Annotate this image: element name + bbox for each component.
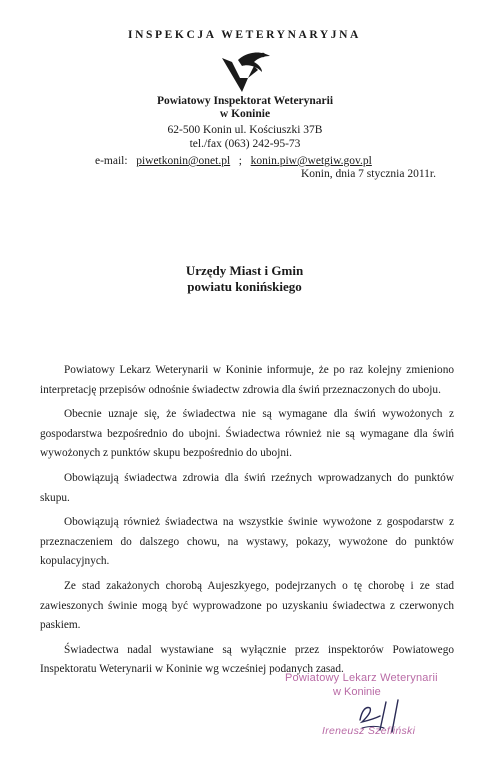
addressee bbox=[0, 263, 489, 295]
organization-title: INSPEKCJA WETERYNARYJNA bbox=[128, 29, 361, 41]
stamp-location: w Koninie bbox=[333, 686, 381, 698]
body-paragraph: Obowiązują świadectwa zdrowia dla świń rzeźnych wprowadzanych do punktów skupu. bbox=[40, 471, 454, 504]
office-name-line1: Powiatowy Inspektorat Weterynarii bbox=[156, 95, 334, 107]
email-link-wetgiw[interactable]: konin.piw@wetgiw.gov.pl bbox=[250, 155, 372, 167]
office-name-line2: w Koninie bbox=[219, 108, 271, 120]
letter-body bbox=[40, 361, 454, 685]
email-separator: ; bbox=[238, 155, 242, 167]
body-paragraph: Obowiązują również świadectwa na wszystkie świnie wywożone z gospodarstw z przeznaczeniem do dalszego chowu, na wystawy, pokazy, wywożone do punktów kopulacyjnych. bbox=[40, 516, 454, 568]
addressee-line1: Urzędy Miast i Gmin bbox=[185, 263, 304, 278]
stamp-name: Ireneusz Szefliński bbox=[322, 725, 416, 737]
body-paragraph: Powiatowy Lekarz Weterynarii w Koninie informuje, że po raz kolejny zmieniono interpretację przepisów odnośnie świadectw zdrowia dla świń przeznaczonych do uboju. bbox=[40, 364, 454, 396]
handwritten-signature bbox=[300, 688, 450, 743]
body-paragraph: Świadectwa nadal wystawiane są wyłącznie przez inspektorów Powiatowego Inspektoratu Weterynarii w Koninie wg wcześniej podanych zasad. bbox=[40, 643, 454, 676]
email-label: e-mail: bbox=[95, 155, 128, 167]
office-phone: tel./fax (063) 242-95-73 bbox=[189, 138, 301, 150]
office-address: 62-500 Konin ul. Kościuszki 37B bbox=[167, 124, 323, 136]
body-paragraph: Ze stad zakażonych chorobą Aujeszkyego, podejrzanych o tę chorobę i ze stad zawieszonych świnie mogą być wyprowadzone po uzyskaniu świadectwa z czerwonych paskiem. bbox=[40, 579, 454, 632]
addressee-line2: powiatu konińskiego bbox=[187, 279, 302, 294]
body-paragraph: Obecnie uznaje się, że świadectwa nie są wymagane dla świń wywożonych z gospodarstwa bezpośrednio do ubojni. Świadectwa również nie są wymagane dla świń wywożonych z punktów skupu bezpośrednio do ubojni. bbox=[40, 408, 454, 460]
veterinary-inspection-logo-icon bbox=[218, 48, 274, 94]
email-line bbox=[95, 155, 415, 168]
letter-date: Konin, dnia 7 stycznia 2011r. bbox=[301, 168, 436, 180]
email-link-onet[interactable]: piwetkonin@onet.pl bbox=[136, 155, 231, 167]
stamp-title: Powiatowy Lekarz Weterynarii bbox=[285, 672, 438, 684]
